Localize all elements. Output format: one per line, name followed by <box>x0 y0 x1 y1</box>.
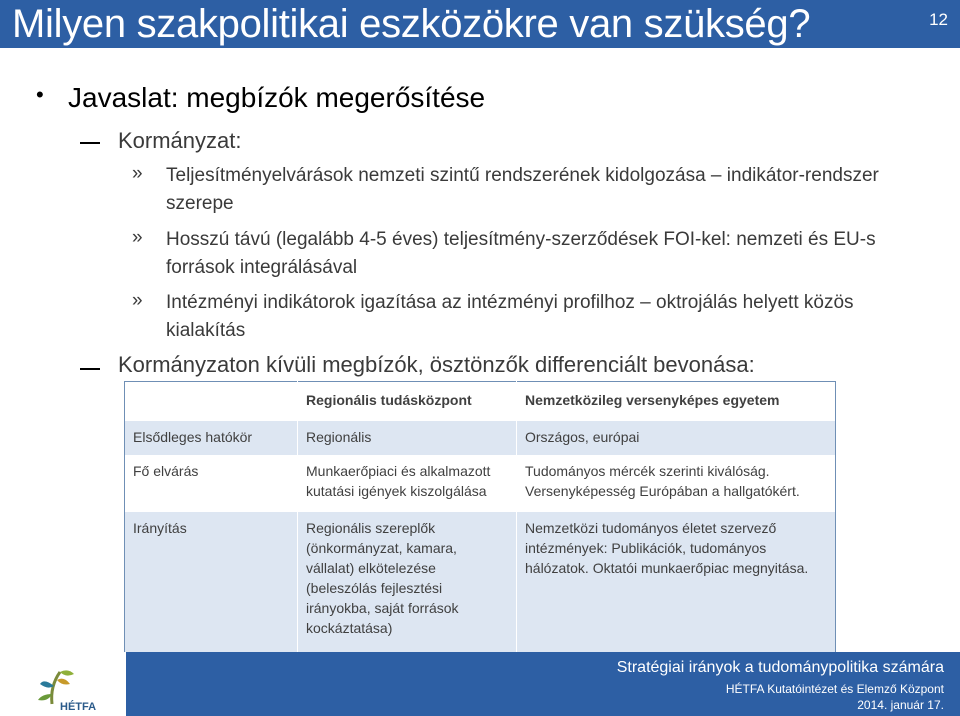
table-row-label: Irányítás <box>125 512 298 655</box>
raquo-icon: » <box>132 163 143 184</box>
table-row <box>125 421 836 456</box>
slide-number: 12 <box>929 10 948 29</box>
hetfa-logo-icon <box>30 664 110 712</box>
title-bar <box>0 0 960 48</box>
dash-icon <box>80 368 100 370</box>
logo-text: HÉTFA <box>60 701 97 712</box>
table-header-cell: Regionális tudásközpont <box>298 382 517 421</box>
raquo-icon: » <box>132 227 143 248</box>
sub-heading-government: Kormányzat: <box>118 128 242 153</box>
footer-organization: HÉTFA Kutatóintézet és Elemző Központ <box>725 682 944 696</box>
footer-title: Stratégiai irányok a tudománypolitika számára <box>616 659 944 676</box>
table-row-label: Fő elvárás <box>125 455 298 511</box>
table-header-cell: Nemzetközileg versenyképes egyetem <box>517 382 836 421</box>
list-item: Hosszú távú (legalább 4-5 éves) teljesítmény-szerződések FOI-kel: nemzeti és EU-s források integrálásával <box>166 229 876 278</box>
table-cell: Regionális <box>298 421 517 456</box>
list-item: Intézményi indikátorok igazítása az intézményi profilhoz – oktrojálás helyett közös kialakítás <box>166 292 854 341</box>
footer-date: 2014. január 17. <box>857 698 944 712</box>
table-cell: Regionális szereplők (önkormányzat, kamara, vállalat) elkötelezése (beleszólás fejlesztési irányokba, saját források kockáztatása) <box>298 512 517 655</box>
table-row <box>125 455 836 511</box>
table-cell: Munkaerőpiaci és alkalmazott kutatási igények kiszolgálása <box>298 455 517 511</box>
list-item: Teljesítményelvárások nemzeti szintű rendszerének kidolgozása – indikátor-rendszer szerepe <box>166 165 879 214</box>
bullet-heading: Javaslat: megbízók megerősítése <box>68 82 486 113</box>
table-row <box>125 512 836 655</box>
table-cell: Országos, európai <box>517 421 836 456</box>
table-row-label: Elsődleges hatókör <box>125 421 298 456</box>
table-header-cell <box>125 382 298 421</box>
bullet-dot-icon: • <box>36 82 44 107</box>
sub-heading-nongovernment: Kormányzaton kívüli megbízók, ösztönzők differenciált bevonása: <box>118 352 755 377</box>
comparison-table <box>124 381 836 655</box>
table-cell: Nemzetközi tudományos életet szervező intézmények: Publikációk, tudományos hálózatok. Oktatói munkaerőpiac megnyitása. <box>517 512 836 655</box>
page-title: Milyen szakpolitikai eszközökre van szükség? <box>12 2 811 46</box>
raquo-icon: » <box>132 290 143 311</box>
dash-icon <box>80 142 100 144</box>
table-header-row <box>125 382 836 421</box>
table-cell: Tudományos mércék szerinti kiválóság. Versenyképesség Európában a hallgatókért. <box>517 455 836 511</box>
